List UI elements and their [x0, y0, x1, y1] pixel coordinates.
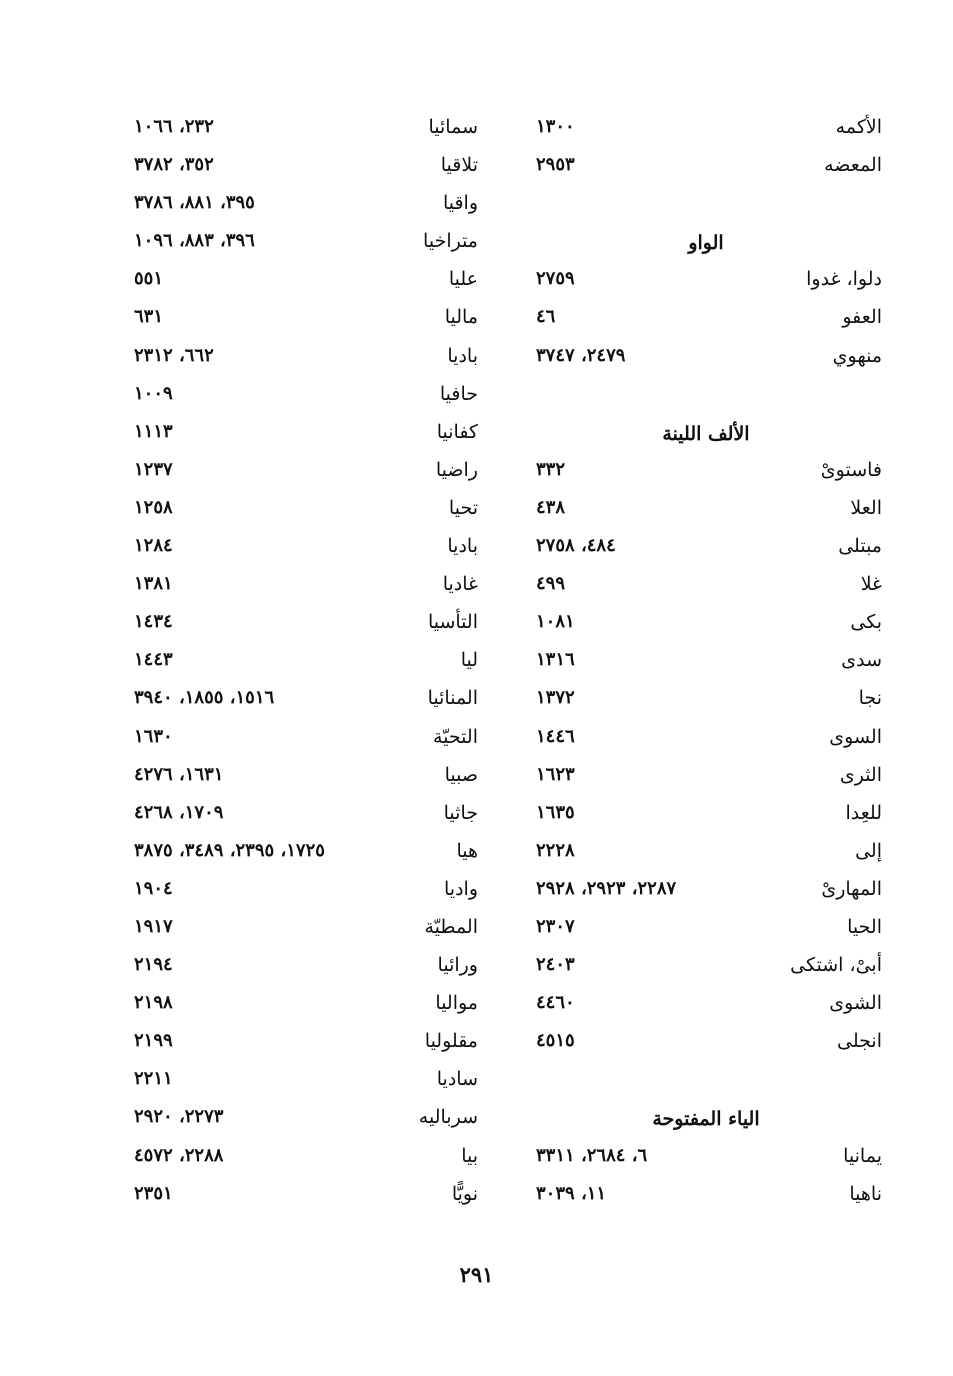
index-entry	[128, 1100, 478, 1138]
index-entry	[128, 948, 478, 986]
entry-references: ٢٣٠٧	[536, 915, 575, 937]
entry-word: نجا	[858, 687, 882, 710]
entry-word: أبىْ، اشتكى	[790, 954, 882, 977]
blank-row	[530, 186, 882, 224]
index-entry	[530, 1139, 882, 1177]
blank-row	[530, 1062, 882, 1100]
entry-word: المنائيا	[427, 687, 478, 710]
index-entry	[128, 720, 478, 758]
index-entry	[530, 872, 882, 910]
index-entry	[128, 796, 478, 834]
index-entry	[128, 300, 478, 338]
index-entry	[128, 1062, 478, 1100]
entry-references: ١٧٠٩، ٤٢٦٨	[134, 801, 224, 823]
entry-references: ٣٣٢	[536, 458, 566, 480]
index-entry	[530, 834, 882, 872]
index-entry	[530, 643, 882, 681]
entry-references: ٣٩٥، ٨٨١، ٣٧٨٦	[134, 192, 255, 214]
index-entry	[128, 986, 478, 1024]
entry-word: يمانيا	[843, 1144, 882, 1167]
section-heading-row	[530, 1100, 882, 1138]
entry-references: ١٢٨٤	[134, 535, 173, 557]
entry-word: واديا	[444, 877, 478, 900]
entry-references: ١٢٥٨	[134, 496, 173, 518]
entry-references: ٣٩٦، ٨٨٣، ١٠٩٦	[134, 230, 255, 252]
index-entry	[128, 529, 478, 567]
entry-references: ٢٢٧٣، ٢٩٢٠	[134, 1106, 224, 1128]
entry-references: ١٩٠٤	[134, 877, 173, 899]
index-entry	[530, 796, 882, 834]
entry-references: ٢٢٨٨، ٤٥٧٢	[134, 1144, 224, 1166]
entry-references: ٢٢٨٧، ٢٩٢٣، ٢٩٢٨	[536, 877, 677, 899]
entry-word: سرباليه	[418, 1106, 478, 1129]
index-entry	[128, 148, 478, 186]
entry-references: ١٦٣٠	[134, 725, 173, 747]
index-entry	[128, 1024, 478, 1062]
index-entry	[128, 643, 478, 681]
entry-word: العلا	[850, 496, 882, 519]
index-entry	[128, 224, 478, 262]
index-entry	[530, 491, 882, 529]
index-entry	[128, 567, 478, 605]
entry-references: ١٣٨١	[134, 573, 173, 595]
index-entry	[128, 872, 478, 910]
entry-references: ١٦٢٣	[536, 763, 575, 785]
entry-references: ٥٥١	[134, 268, 164, 290]
index-entry	[530, 262, 882, 300]
entry-references: ١٣٧٢	[536, 687, 575, 709]
entry-references: ٤٥١٥	[536, 1030, 575, 1052]
entry-word: عليا	[448, 268, 478, 291]
entry-word: غلا	[860, 573, 882, 596]
entry-word: غاديا	[442, 573, 478, 596]
entry-word: راضيا	[435, 458, 478, 481]
index-entry	[128, 453, 478, 491]
index-entry	[128, 110, 478, 148]
blank-row	[530, 377, 882, 415]
entry-references: ١٣١٦	[536, 649, 575, 671]
section-heading: الياء المفتوحة	[652, 1108, 760, 1131]
entry-word: التأسيا	[427, 611, 478, 634]
entry-references: ٢٣٥١	[134, 1182, 173, 1204]
index-column-left	[128, 110, 478, 1215]
section-heading: الألف اللينة	[662, 422, 750, 445]
index-entry	[530, 605, 882, 643]
entry-references: ١٤٤٦	[536, 725, 575, 747]
entry-references: ١٧٢٥، ٢٣٩٥، ٣٤٨٩، ٣٨٧٥	[134, 839, 325, 861]
entry-word: تلاقيا	[440, 154, 478, 177]
entry-references: ٢٤٠٣	[536, 954, 575, 976]
section-heading-row	[530, 224, 882, 262]
entry-word: المهارىْ	[821, 877, 882, 900]
entry-word: الحيا	[847, 915, 882, 938]
index-entry	[530, 339, 882, 377]
entry-references: ٢٧٥٩	[536, 268, 575, 290]
entry-word: الأكمه	[835, 116, 882, 138]
entry-word: كفانيا	[436, 420, 478, 443]
entry-word: بيا	[461, 1144, 478, 1167]
entry-word: العفو	[842, 306, 882, 329]
entry-references: ٢١٩٤	[134, 954, 173, 976]
entry-word: مقلوليا	[424, 1030, 478, 1053]
entry-references: ٦٦٢، ٢٣١٢	[134, 344, 214, 366]
entry-word: دلوا، غدوا	[806, 268, 882, 291]
entry-references: ١١١٣	[134, 420, 173, 442]
entry-references: ٤٣٨	[536, 496, 566, 518]
index-entry	[530, 910, 882, 948]
index-entry	[128, 910, 478, 948]
entry-word: إلى	[855, 839, 882, 862]
index-entry	[128, 605, 478, 643]
entry-references: ٢٢١١	[134, 1068, 173, 1090]
entry-word: ناهيا	[849, 1182, 882, 1205]
index-column-right	[530, 110, 882, 1215]
entry-word: ماليا	[444, 306, 478, 329]
entry-references: ١٦٣٥	[536, 801, 575, 823]
entry-word: صبيا	[444, 763, 478, 786]
entry-word: تحيا	[448, 496, 478, 519]
entry-references: ٤٦	[536, 306, 556, 328]
entry-word: الثرى	[839, 763, 882, 786]
entry-references: ٢٤٧٩، ٣٧٤٧	[536, 344, 626, 366]
index-entry	[530, 948, 882, 986]
index-entry	[128, 1139, 478, 1177]
entry-references: ٢٣٢، ١٠٦٦	[134, 116, 214, 137]
index-entry	[530, 453, 882, 491]
entry-word: ورائيا	[437, 954, 478, 977]
index-entry	[530, 986, 882, 1024]
entry-word: السوى	[829, 725, 882, 748]
entry-references: ٤٩٩	[536, 573, 566, 595]
entry-references: ١٦٣١، ٤٢٧٦	[134, 763, 224, 785]
entry-word: هيا	[456, 839, 478, 862]
entry-references: ٦٣١	[134, 306, 164, 328]
index-entry	[128, 681, 478, 719]
index-entry	[128, 1177, 478, 1215]
index-entry	[128, 186, 478, 224]
entry-word: انجلى	[837, 1030, 882, 1053]
entry-references: ١٠٨١	[536, 611, 575, 633]
page-number: ٢٩١	[459, 1262, 494, 1287]
entry-word: بكى	[850, 611, 882, 634]
entry-word: فاستوىْ	[820, 458, 882, 481]
entry-word: ساديا	[436, 1068, 478, 1091]
entry-word: متراخيا	[423, 230, 478, 253]
entry-references: ٤٤٦٠	[536, 992, 575, 1014]
entry-references: ٢١٩٩	[134, 1030, 173, 1052]
index-entry	[530, 110, 882, 148]
entry-word: التحيّة	[433, 725, 478, 748]
entry-word: المطيّة	[424, 915, 478, 938]
entry-references: ٦، ٢٦٨٤، ٣٣١١	[536, 1144, 648, 1166]
entry-references: ١٥١٦، ١٨٥٥، ٣٩٤٠	[134, 687, 275, 709]
index-entry	[530, 681, 882, 719]
entry-word: سدى	[841, 649, 882, 672]
index-entry	[128, 834, 478, 872]
entry-word: الشوى	[829, 992, 882, 1015]
entry-references: ٢٩٥٣	[536, 154, 575, 176]
index-entry	[128, 415, 478, 453]
entry-word: مبتلى	[838, 535, 882, 558]
entry-word: منهوي	[832, 344, 882, 367]
index-entry	[128, 758, 478, 796]
entry-references: ١٠٠٩	[134, 382, 173, 404]
entry-references: ١٢٣٧	[134, 458, 173, 480]
entry-references: ١١، ٣٠٣٩	[536, 1182, 607, 1204]
index-entry	[530, 1024, 882, 1062]
entry-references: ٢٢٢٨	[536, 839, 575, 861]
entry-word: المعضه	[824, 154, 882, 177]
entry-references: ١٣٠٠	[536, 116, 575, 137]
section-heading: الواو	[688, 232, 724, 255]
entry-word: واقيا	[442, 192, 478, 215]
entry-word: باديا	[447, 535, 478, 558]
entry-word: نويًّا	[451, 1182, 478, 1205]
entry-word: جاثيا	[443, 801, 478, 824]
index-entry	[128, 262, 478, 300]
index-entry	[530, 758, 882, 796]
entry-references: ٢١٩٨	[134, 992, 173, 1014]
entry-references: ٣٥٢، ٣٧٨٢	[134, 154, 214, 176]
index-entry	[530, 720, 882, 758]
entry-word: حافيا	[439, 382, 478, 405]
entry-references: ١٩١٧	[134, 915, 173, 937]
index-entry	[530, 529, 882, 567]
entry-word: سمائيا	[428, 116, 478, 138]
section-heading-row	[530, 415, 882, 453]
entry-word: ليا	[460, 649, 478, 672]
entry-word: مواليا	[435, 992, 478, 1015]
entry-references: ٤٨٤، ٢٧٥٨	[536, 535, 616, 557]
index-entry	[530, 148, 882, 186]
entry-word: للعِدا	[845, 801, 882, 824]
index-entry	[128, 377, 478, 415]
index-entry	[128, 491, 478, 529]
index-entry	[530, 567, 882, 605]
entry-references: ١٤٤٣	[134, 649, 173, 671]
index-entry	[530, 300, 882, 338]
index-entry	[128, 339, 478, 377]
index-entry	[530, 1177, 882, 1215]
entry-word: باديا	[447, 344, 478, 367]
entry-references: ١٤٣٤	[134, 611, 173, 633]
